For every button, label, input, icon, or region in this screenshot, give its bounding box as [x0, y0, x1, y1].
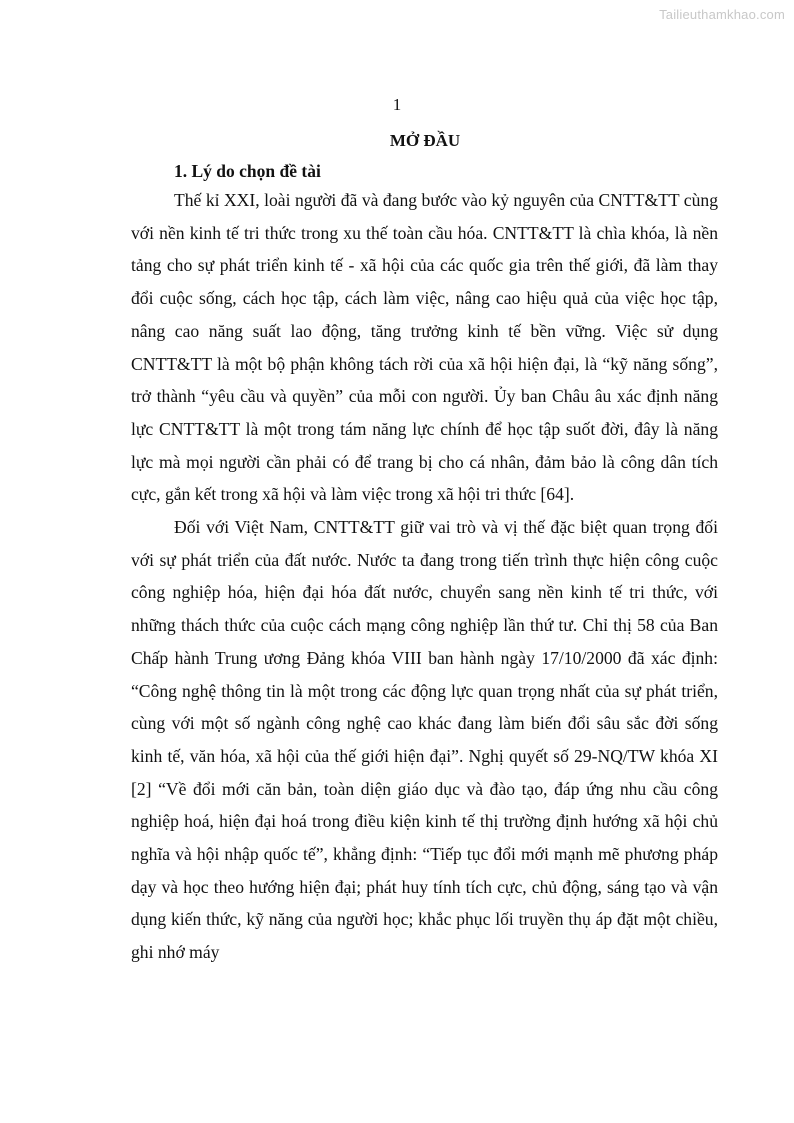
- watermark: Tailieuthamkhao.com: [659, 7, 785, 22]
- paragraph-2: Đối với Việt Nam, CNTT&TT giữ vai trò và vị thế đặc biệt quan trọng đối với sự phát triển của đất nước. Nước ta đang trong tiến trình thực hiện công cuộc công nghiệp hóa, hiện đại hóa đất nước, chuyển sang nền kinh tế tri thức, với những thách thức của cuộc cách mạng công nghiệp lần thứ tư. Chỉ thị 58 của Ban Chấp hành Trung ương Đảng khóa VIII ban hành ngày 17/10/2000 đã xác định: “Công nghệ thông tin là một trong các động lực quan trọng nhất của sự phát triển, cùng với một số ngành công nghệ cao khác đang làm biến đổi sâu sắc đời sống kinh tế, văn hóa, xã hội của thế giới hiện đại”. Nghị quyết số 29-NQ/TW khóa XI [2] “Về đổi mới căn bản, toàn diện giáo dục và đào tạo, đáp ứng nhu cầu công nghiệp hoá, hiện đại hoá trong điều kiện kinh tế thị trường định hướng xã hội chủ nghĩa và hội nhập quốc tế”, khẳng định: “Tiếp tục đổi mới mạnh mẽ phương pháp dạy và học theo hướng hiện đại; phát huy tính tích cực, chủ động, sáng tạo và vận dụng kiến thức, kỹ năng của người học; khắc phục lối truyền thụ áp đặt một chiều, ghi nhớ máy: [131, 517, 718, 963]
- page-number: 1: [392, 95, 402, 114]
- document-heading: MỞ ĐẦU: [389, 131, 461, 150]
- paragraph-1: Thế kỉ XXI, loài người đã và đang bước vào kỷ nguyên của CNTT&TT cùng với nền kinh tế tri thức trong xu thế toàn cầu hóa. CNTT&TT là chìa khóa, là nền tảng cho sự phát triển kinh tế - xã hội của các quốc gia trên thế giới, đã làm thay đổi cuộc sống, cách học tập, cách làm việc, nâng cao hiệu quả của việc học tập, nâng cao năng suất lao động, tăng trưởng kinh tế bền vững. Việc sử dụng CNTT&TT là một bộ phận không tách rời của xã hội hiện đại, là “kỹ năng sống”, trở thành “yêu cầu và quyền” của mỗi con người. Ủy ban Châu âu xác định năng lực CNTT&TT là một trong tám năng lực chính để học tập suốt đời, đây là năng lực mà mọi người cần phải có để trang bị cho cá nhân, đảm bảo là công dân tích cực, gắn kết trong xã hội và làm việc trong xã hội tri thức [64].: [131, 190, 718, 505]
- section-heading: 1. Lý do chọn đề tài: [174, 161, 321, 181]
- body-text: [131, 184, 718, 969]
